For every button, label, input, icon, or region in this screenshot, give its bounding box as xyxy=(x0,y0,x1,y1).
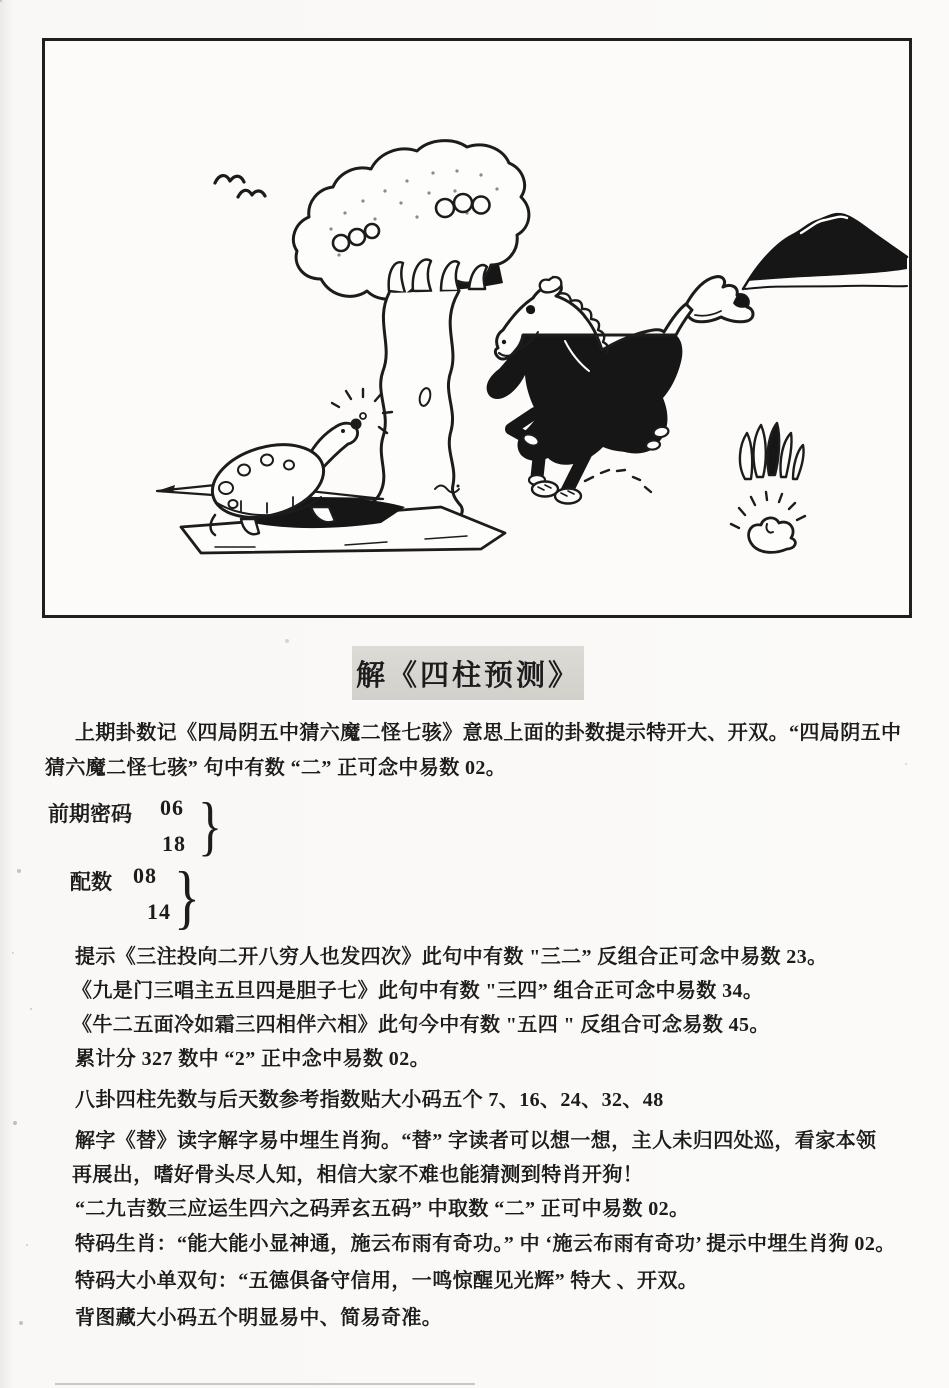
brace-glyph: } xyxy=(174,857,200,937)
body-line: “二九吉数三应运生四六之码弄玄五码” 中取数 “二” 正可中易数 02。 xyxy=(75,1198,690,1220)
body-line: 背图藏大小码五个明显易中、简易奇准。 xyxy=(75,1307,443,1329)
body-line: 累计分 327 数中 “2” 正中念中易数 02。 xyxy=(75,1048,430,1070)
coins-figure xyxy=(532,470,651,504)
clam-shell-figure xyxy=(731,492,805,552)
section-title-text: 解《四柱预测》 xyxy=(355,659,580,692)
body-line: 《牛二五面冷如霜三四相伴六相》此句今中有数 "五四 " 反组合可念易数 45。 xyxy=(72,1014,770,1036)
intro-line-2: 猜六魔二怪七骇” 句中有数 “二” 正可念中易数 02。 xyxy=(45,757,507,779)
brace-glyph: } xyxy=(198,788,222,862)
paired-code-label: 配数 xyxy=(70,870,112,894)
previous-code-value: 06 xyxy=(160,795,184,820)
body-line: 提示《三注投向二开八穷人也发四次》此句中有数 "三二” 反组合正可念中易数 23。 xyxy=(75,946,828,968)
paired-code-value: 08 xyxy=(133,863,157,888)
paired-code-value: 14 xyxy=(147,899,171,924)
scan-noise xyxy=(0,0,2,2)
previous-code-label: 前期密码 xyxy=(48,802,132,826)
body-line: 八卦四柱先数与后天数参考指数贴大小码五个 7、16、24、32、48 xyxy=(75,1089,664,1111)
grass-figure xyxy=(740,423,804,479)
body-line: 《九是门三唱主五旦四是胆子七》此句中有数 "三四” 组合正可念中易数 34。 xyxy=(72,980,764,1002)
previous-code-value: 18 xyxy=(162,831,186,856)
body-line: 再展出，嗜好骨头尽人知，相信大家不难也能猜测到特肖开狗！ xyxy=(72,1164,644,1186)
tree-figure xyxy=(293,141,528,525)
body-line: 特码大小单双句：“五德俱备守信用，一鸣惊醒见光辉” 特大 、开双。 xyxy=(75,1270,699,1292)
body-line: 解字《替》读字解字易中埋生肖狗。“替” 字读者可以想一想，主人未归四处巡，看家本领 xyxy=(75,1130,877,1152)
mountains-figure xyxy=(743,213,907,289)
body-line: 特码生肖：“能大能小显神通，施云布雨有奇功。” 中 ‘施云布雨有奇功’ 提示中埋生肖狗 02。 xyxy=(75,1233,896,1255)
section-title xyxy=(352,646,584,700)
scan-edge-artifact xyxy=(55,1383,475,1385)
intro-line-1: 上期卦数记《四局阴五中猜六魔二怪七骇》意思上面的卦数提示特开大、开双。“四局阴五中 xyxy=(75,722,902,744)
illustration-canvas xyxy=(45,41,909,615)
birds-icon xyxy=(215,176,265,197)
illustration-frame xyxy=(42,38,912,618)
